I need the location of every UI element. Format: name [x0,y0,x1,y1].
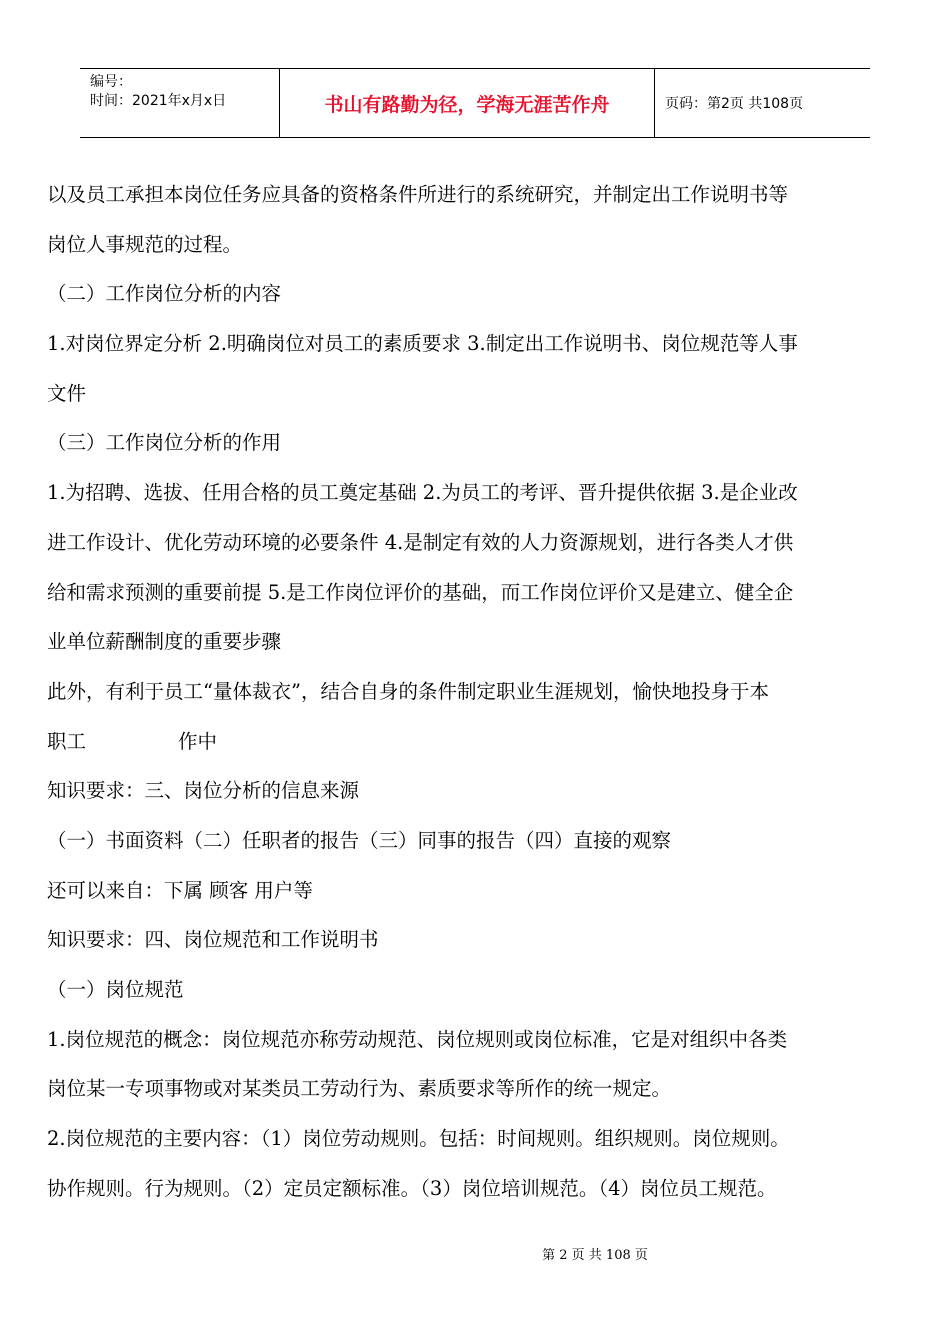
split-line-right: 作中 [178,729,218,753]
text-line: 给和需求预测的重要前提 5.是工作岗位评价的基础，而工作岗位评价又是建立、健全企 [47,580,794,604]
text-line: 以及员工承担本岗位任务应具备的资格条件所进行的系统研究，并制定出工作说明书等 [47,183,789,206]
document-body [47,170,907,1213]
header-motto: 书山有路勤为径，学海无涯苦作舟 [280,69,655,137]
text-line: 1.对岗位界定分析 2.明确岗位对员工的素质要求 3.制定出工作说明书、岗位规范等人事 [47,332,798,356]
header-page-info: 页码：第2页 共108页 [665,96,804,112]
text-line: 还可以来自：下属 顾客 用户等 [47,878,313,902]
header-meta [80,69,280,137]
text-line: 1.岗位规范的概念：岗位规范亦称劳动规范、岗位规则或岗位标准，它是对组织中各类 [47,1027,788,1051]
split-line-left: 职工 [47,729,87,753]
split-text-line [47,717,907,767]
text-line: 此外，有利于员工“量体裁衣”，结合自身的条件制定职业生涯规划，愉快地投身于本 [47,679,769,703]
text-line: 1.为招聘、选拔、任用合格的员工奠定基础 2.为员工的考评、晋升提供依据 3.是企业改 [47,481,798,505]
date-label: 时间：2021年x月x日 [90,93,227,109]
number-label: 编号： [90,74,132,90]
text-line: 协作规则。行为规则。（2）定员定额标准。（3）岗位培训规范。（4）岗位员工规范。 [47,1176,777,1200]
document-header [80,68,870,138]
text-line: 岗位人事规范的过程。 [47,232,243,256]
text-line: 岗位某一专项事物或对某类员工劳动行为、素质要求等所作的统一规定。 [47,1077,672,1101]
text-line: 进工作设计、优化劳动环境的必要条件 4.是制定有效的人力资源规划，进行各类人才供 [47,530,794,554]
text-line: 知识要求：四、岗位规范和工作说明书 [47,928,379,952]
text-line: 2.岗位规范的主要内容：（1）岗位劳动规则。包括：时间规则。组织规则。岗位规则。 [47,1127,790,1151]
text-line: 知识要求：三、岗位分析的信息来源 [47,779,360,803]
page-footer: 第 2 页 共 108 页 [542,1248,648,1263]
text-line: 业单位薪酬制度的重要步骤 [47,630,282,654]
text-line: （一）书面资料（二）任职者的报告（三）同事的报告（四）直接的观察 [47,828,672,852]
text-line: （一）岗位规范 [47,978,184,1001]
text-line: （三）工作岗位分析的作用 [47,431,282,455]
text-line: （二）工作岗位分析的内容 [47,282,282,306]
text-line: 文件 [47,381,87,405]
